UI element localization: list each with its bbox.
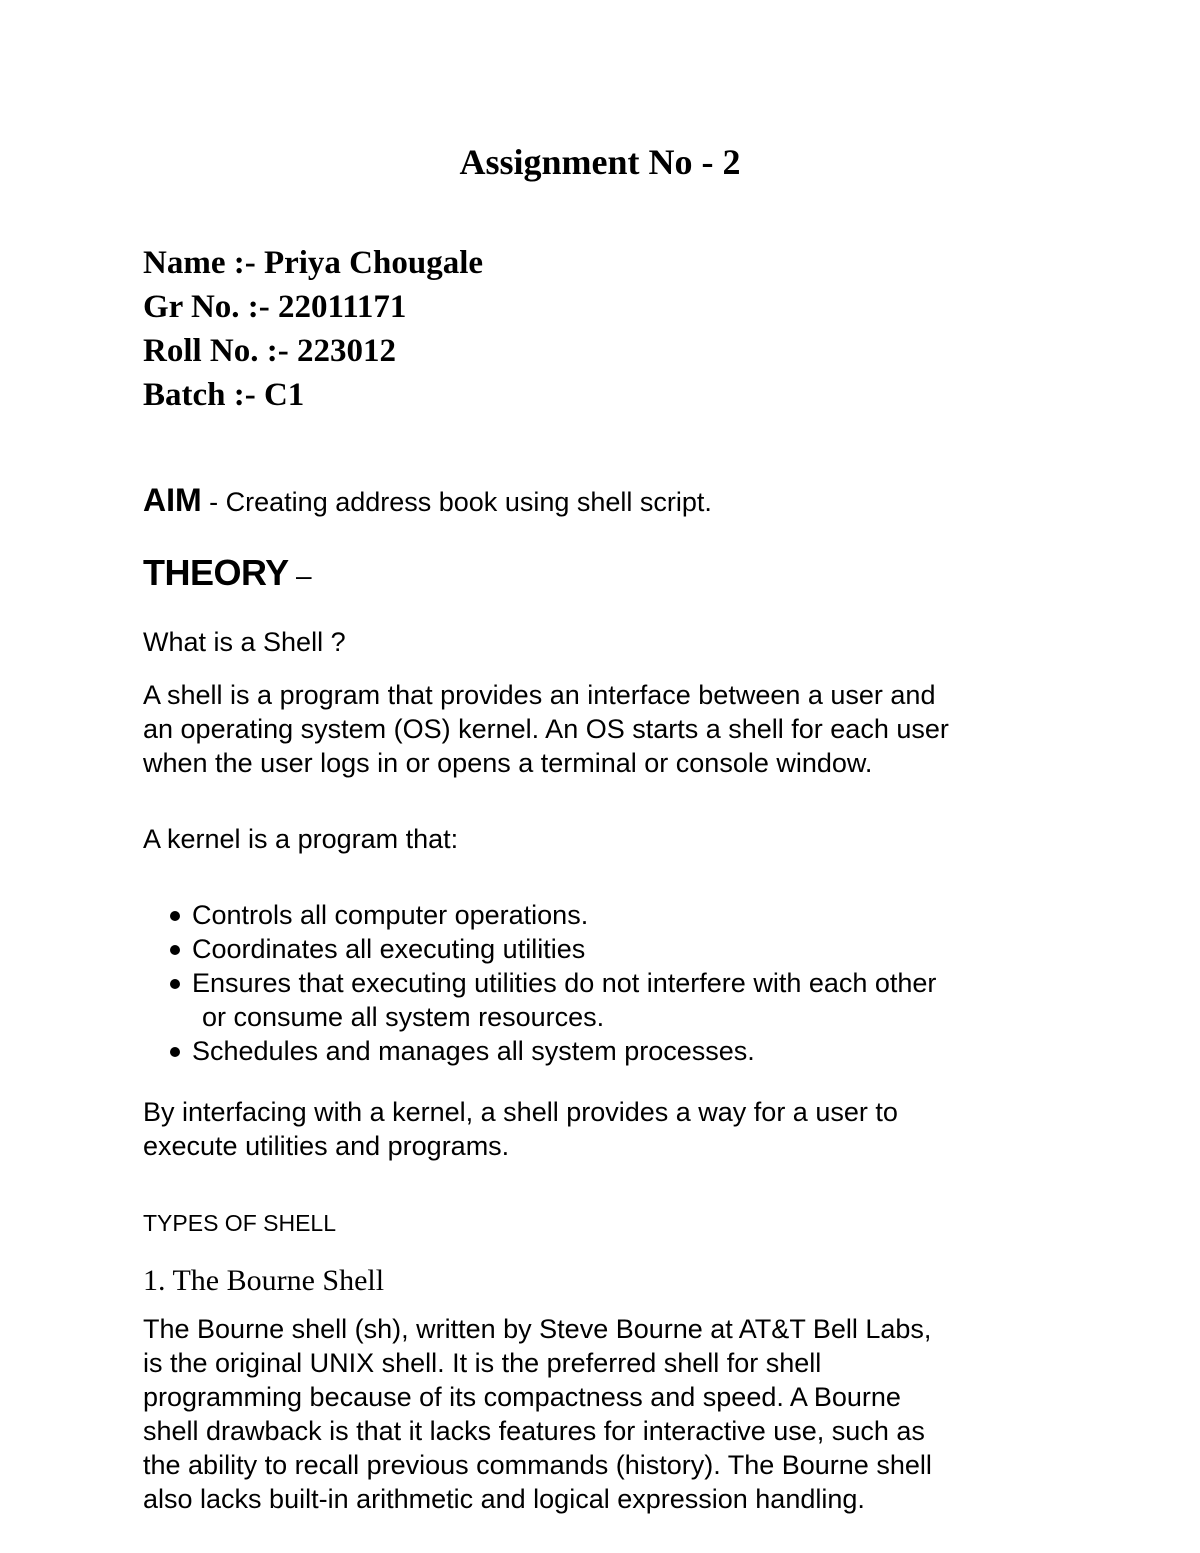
bullet-icon: [170, 945, 180, 955]
student-batch: Batch :- C1: [143, 377, 305, 413]
bourne-paragraph: [143, 1312, 932, 1516]
student-roll-no: Roll No. :- 223012: [143, 333, 396, 369]
student-info: [143, 241, 483, 417]
shell-question: What is a Shell ?: [143, 627, 346, 657]
bullet-icon: [170, 979, 180, 989]
interfacing-paragraph: [143, 1095, 898, 1163]
theory-label: THEORY: [143, 552, 289, 593]
list-item-text: Coordinates all executing utilities: [192, 934, 586, 964]
paragraph-line: when the user logs in or opens a terminal or console window.: [143, 748, 873, 778]
list-item: [168, 1034, 936, 1068]
theory-dash: –: [288, 560, 312, 591]
list-item: [168, 966, 936, 1000]
kernel-intro-text: A kernel is a program that:: [143, 824, 459, 854]
list-item-text: Controls all computer operations.: [192, 900, 589, 930]
bullet-icon: [170, 1047, 180, 1057]
student-gr-no: Gr No. :- 22011171: [143, 289, 407, 325]
paragraph-line: the ability to recall previous commands (history). The Bourne shell: [143, 1450, 932, 1480]
list-item: [168, 932, 936, 966]
kernel-points-list: [168, 898, 936, 1068]
aim-label: AIM: [143, 482, 202, 518]
types-heading: TYPES OF SHELL: [143, 1210, 337, 1236]
shell-paragraph: [143, 678, 949, 780]
paragraph-line: programming because of its compactness and speed. A Bourne: [143, 1382, 901, 1412]
paragraph-line: execute utilities and programs.: [143, 1131, 510, 1161]
kernel-intro: [143, 822, 458, 856]
list-item: [168, 898, 936, 932]
theory-heading: [143, 550, 311, 599]
paragraph-line: is the original UNIX shell. It is the preferred shell for shell: [143, 1348, 822, 1378]
paragraph-line: shell drawback is that it lacks features for interactive use, such as: [143, 1416, 925, 1446]
paragraph-line: also lacks built-in arithmetic and logical expression handling.: [143, 1484, 865, 1514]
paragraph-line: The Bourne shell (sh), written by Steve Bourne at AT&T Bell Labs,: [143, 1314, 932, 1344]
bourne-heading: 1. The Bourne Shell: [143, 1264, 385, 1297]
aim-text: - Creating address book using shell script.: [201, 487, 712, 517]
list-item-continuation: or consume all system resources.: [202, 1002, 605, 1032]
list-item-text: Ensures that executing utilities do not interfere with each other: [192, 968, 937, 998]
bullet-icon: [170, 911, 180, 921]
list-item-text: Schedules and manages all system processes.: [192, 1036, 755, 1066]
paragraph-line: By interfacing with a kernel, a shell provides a way for a user to: [143, 1097, 898, 1127]
page-title: Assignment No - 2: [459, 142, 741, 182]
aim-line: [143, 480, 712, 527]
paragraph-line: A shell is a program that provides an interface between a user and: [143, 680, 936, 710]
paragraph-line: an operating system (OS) kernel. An OS starts a shell for each user: [143, 714, 949, 744]
student-name: Name :- Priya Chougale: [143, 245, 484, 281]
